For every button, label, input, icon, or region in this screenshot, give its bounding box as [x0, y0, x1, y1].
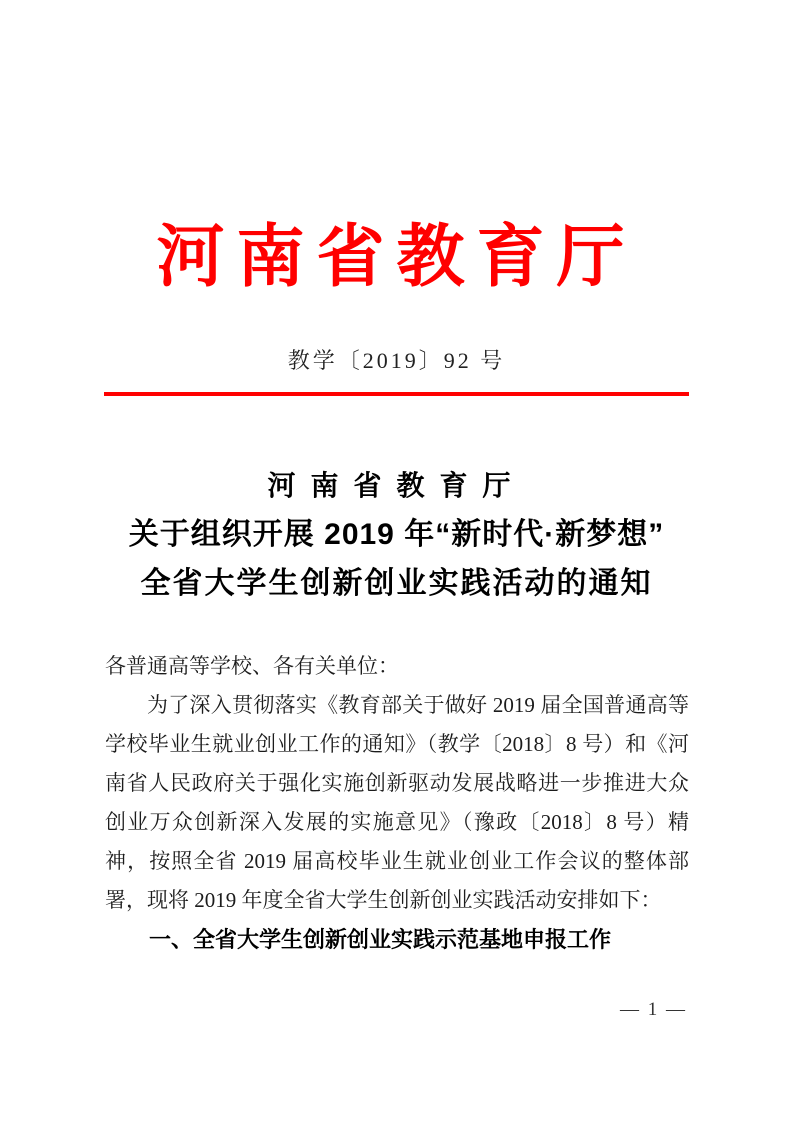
- document-body: [105, 647, 689, 959]
- page-number: — 1 —: [620, 999, 687, 1020]
- title-line-2: 关于组织开展 2019 年“新时代·新梦想”: [128, 518, 665, 551]
- section-1-heading: 一、全省大学生创新创业实践示范基地申报工作: [149, 927, 612, 952]
- document-number: 教学〔2019〕92 号: [287, 348, 506, 373]
- letterhead-agency-name: 河南省教育厅: [156, 219, 637, 295]
- title-line-1: 河南省教育厅: [267, 470, 526, 501]
- body-paragraph-1: 为了深入贯彻落实《教育部关于做好 2019 届全国普通高等学校毕业生就业创业工作的通知》（教学〔2018〕8 号）和《河南省人民政府关于强化实施创新驱动发展战略进一步推进大众创业万众创新深入发展的实施意见》（豫政〔2018〕8 号）精神，按照全省 2019 届高校毕业生就业创业工作会议的整体部署，现将 2019 年度全省大学生创新创业实践活动安排如下：: [105, 693, 689, 912]
- salutation-line: 各普通高等学校、各有关单位：: [105, 654, 399, 678]
- red-divider-line: [104, 392, 689, 396]
- document-title: [0, 462, 793, 608]
- title-line-3: 全省大学生创新创业实践活动的通知: [140, 567, 653, 600]
